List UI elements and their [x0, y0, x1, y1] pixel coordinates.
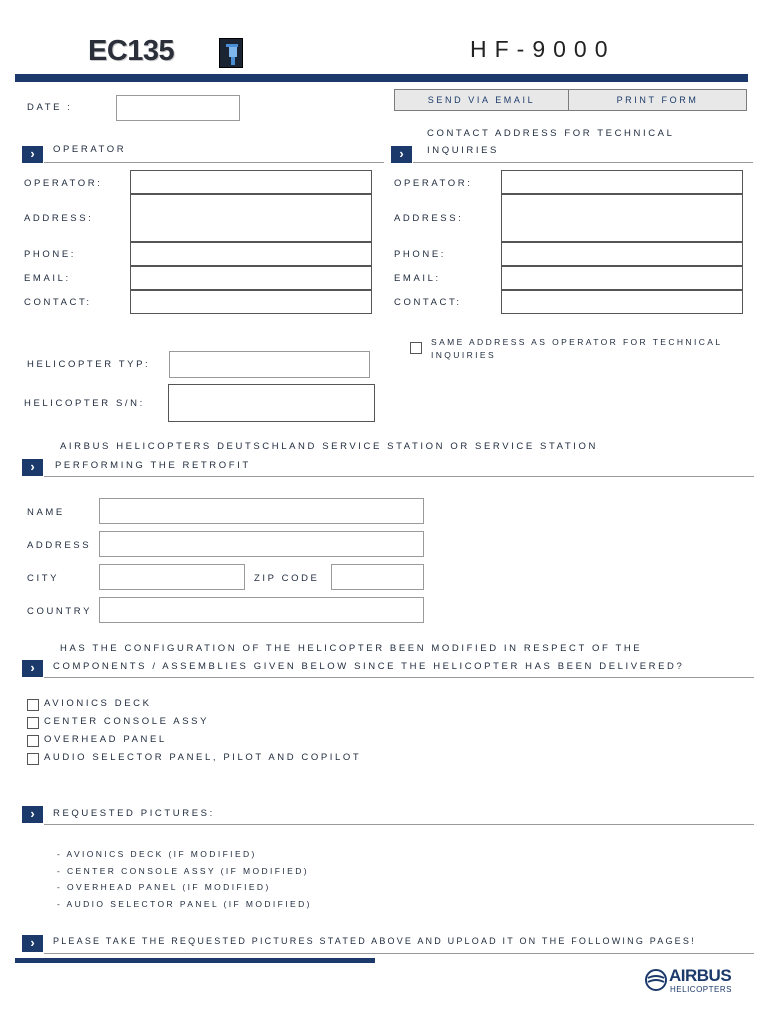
operator-field[interactable] [130, 170, 372, 194]
chevron-right-icon: › [22, 459, 43, 476]
station-city-field[interactable] [99, 564, 245, 590]
config-section-rule [44, 677, 754, 678]
helicopter-sn-label: HELICOPTER S/N: [24, 398, 145, 409]
contact-phone-field[interactable] [501, 242, 743, 266]
upload-note: PLEASE TAKE THE REQUESTED PICTURES STATED ABOVE AND UPLOAD IT ON THE FOLLOWING PAGES! [53, 936, 696, 946]
contact-section-rule [413, 162, 753, 163]
chevron-right-icon: › [391, 146, 412, 163]
chevron-right-icon: › [22, 935, 43, 952]
airbus-brand-text: AIRBUS [669, 966, 732, 985]
operator-section-title: OPERATOR [53, 144, 127, 155]
operator-contact-field[interactable] [130, 290, 372, 314]
header-bar [15, 74, 748, 82]
same-address-checkbox[interactable] [410, 342, 422, 354]
chevron-right-icon: › [22, 146, 43, 163]
contact-section-title-line2: INQUIRIES [427, 145, 499, 156]
pictures-section-title: REQUESTED PICTURES: [53, 808, 215, 819]
footer-bar [15, 958, 375, 963]
station-name-field[interactable] [99, 498, 424, 524]
station-name-label: NAME [27, 507, 65, 518]
picture-item: - CENTER CONSOLE ASSY (IF MODIFIED) [57, 866, 309, 876]
overhead-panel-label: OVERHEAD PANEL [44, 734, 167, 745]
pictures-section-rule [44, 824, 754, 825]
send-via-email-button[interactable]: SEND VIA EMAIL [394, 89, 569, 111]
picture-item: - AUDIO SELECTOR PANEL (IF MODIFIED) [57, 899, 312, 909]
station-section-title-line2: PERFORMING THE RETROFIT [55, 460, 251, 471]
contact-contact-label: CONTACT: [394, 297, 462, 308]
contact-address-field[interactable] [501, 194, 743, 242]
helicopters-brand-text: HELICOPTERS [670, 985, 732, 994]
contact-address-label: ADDRESS: [394, 213, 464, 224]
avionics-deck-checkbox[interactable] [27, 699, 39, 711]
operator-email-field[interactable] [130, 266, 372, 290]
station-zip-label: ZIP CODE [254, 573, 320, 584]
operator-section-rule [44, 162, 384, 163]
same-address-label-line2: INQUIRIES [431, 350, 497, 360]
station-address-field[interactable] [99, 531, 424, 557]
overhead-panel-checkbox[interactable] [27, 735, 39, 747]
audio-selector-checkbox[interactable] [27, 753, 39, 765]
station-section-title-line1: AIRBUS HELICOPTERS DEUTSCHLAND SERVICE STATION OR SERVICE STATION [60, 441, 598, 452]
contact-contact-field[interactable] [501, 290, 743, 314]
form-code: HF-9000 [470, 36, 616, 62]
operator-contact-label: CONTACT: [24, 297, 92, 308]
contact-operator-label: OPERATOR: [394, 178, 473, 189]
operator-label: OPERATOR: [24, 178, 103, 189]
same-address-label-line1: SAME ADDRESS AS OPERATOR FOR TECHNICAL [431, 337, 723, 347]
station-country-field[interactable] [99, 597, 424, 623]
date-label: DATE : [27, 102, 73, 113]
airbus-emblem-icon [644, 968, 668, 992]
station-city-label: CITY [27, 573, 60, 584]
date-field[interactable] [116, 95, 240, 121]
chevron-right-icon: › [22, 660, 43, 677]
avionics-deck-label: AVIONICS DECK [44, 698, 152, 709]
chevron-right-icon: › [22, 806, 43, 823]
operator-email-label: EMAIL: [24, 273, 71, 284]
airbus-logo [644, 966, 744, 998]
center-console-label: CENTER CONSOLE ASSY [44, 716, 210, 727]
station-zip-field[interactable] [331, 564, 424, 590]
audio-selector-label: AUDIO SELECTOR PANEL, PILOT AND COPILOT [44, 752, 362, 763]
operator-phone-field[interactable] [130, 242, 372, 266]
print-form-button[interactable]: PRINT FORM [568, 89, 747, 111]
contact-operator-field[interactable] [501, 170, 743, 194]
upload-note-rule [44, 953, 754, 954]
logo-text: EC135 [88, 35, 175, 67]
station-section-rule [44, 476, 754, 477]
helicopter-sn-field[interactable] [168, 384, 375, 422]
contact-phone-label: PHONE: [394, 249, 447, 260]
station-country-label: COUNTRY [27, 606, 92, 617]
contact-email-field[interactable] [501, 266, 743, 290]
helicopter-icon [219, 38, 243, 68]
config-section-title-line2: COMPONENTS / ASSEMBLIES GIVEN BELOW SINCE THE HELICOPTER HAS BEEN DELIVERED? [53, 661, 685, 672]
helicopter-type-field[interactable] [169, 351, 370, 378]
contact-email-label: EMAIL: [394, 273, 441, 284]
picture-item: - AVIONICS DECK (IF MODIFIED) [57, 849, 257, 859]
operator-address-field[interactable] [130, 194, 372, 242]
operator-address-label: ADDRESS: [24, 213, 94, 224]
center-console-checkbox[interactable] [27, 717, 39, 729]
operator-phone-label: PHONE: [24, 249, 77, 260]
station-address-label: ADDRESS [27, 540, 92, 551]
ec135-logo [88, 35, 174, 68]
picture-item: - OVERHEAD PANEL (IF MODIFIED) [57, 882, 271, 892]
config-section-title-line1: HAS THE CONFIGURATION OF THE HELICOPTER BEEN MODIFIED IN RESPECT OF THE [60, 643, 643, 654]
contact-section-title-line1: CONTACT ADDRESS FOR TECHNICAL [427, 128, 675, 139]
helicopter-type-label: HELICOPTER TYP: [27, 359, 151, 370]
